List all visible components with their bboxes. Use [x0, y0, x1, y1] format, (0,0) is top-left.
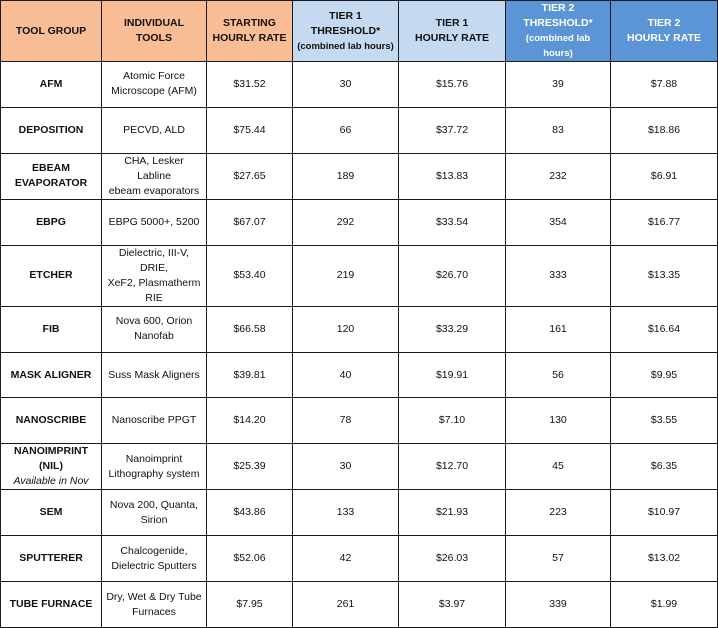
starting-rate-cell: $67.07 [207, 199, 293, 245]
tier2-threshold-cell: 339 [506, 582, 611, 628]
tier1-rate-cell: $26.70 [399, 245, 506, 306]
header-tier1-threshold-line3: (combined lab hours) [297, 40, 394, 52]
tool-group-cell [1, 582, 102, 628]
header-tier2-threshold-line3: (combined lab hours) [525, 33, 591, 59]
tier2-threshold-cell: 161 [506, 306, 611, 352]
starting-rate-cell: $66.58 [207, 306, 293, 352]
tier1-threshold-cell: 40 [293, 352, 399, 398]
tier1-threshold-cell: 66 [293, 107, 399, 153]
header-tool-group [1, 1, 102, 62]
tier2-rate-cell: $6.35 [611, 444, 718, 490]
tool-group-cell [1, 199, 102, 245]
individual-tools-line: Nanoimprint [125, 452, 183, 465]
tool-group-name: EBEAM EVAPORATOR [14, 162, 88, 190]
tier2-threshold-cell: 354 [506, 199, 611, 245]
tool-group-name: ETCHER [29, 269, 73, 282]
individual-tools-line: Furnaces [132, 605, 176, 618]
tier2-threshold-cell: 130 [506, 398, 611, 444]
tool-group-cell [1, 352, 102, 398]
table-row [1, 536, 718, 582]
individual-tools-cell [102, 62, 207, 108]
tool-group-cell [1, 306, 102, 352]
table-row [1, 306, 718, 352]
individual-tools-line: Suss Mask Aligners [108, 368, 200, 381]
tool-group-cell [1, 62, 102, 108]
table-body [1, 62, 718, 628]
individual-tools-line: Sirion [140, 513, 168, 526]
header-tier1-rate-line1: TIER 1 [435, 17, 469, 29]
individual-tools-line: Dielectric, III-V, DRIE, [118, 246, 190, 274]
table-row [1, 245, 718, 306]
table-row [1, 582, 718, 628]
header-individual-tools [102, 1, 207, 62]
tool-group-name: SPUTTERER [19, 552, 83, 565]
tool-group-name: AFM [39, 77, 63, 90]
individual-tools-line: Nova 200, Quanta, [109, 498, 199, 511]
tool-group-name: FIB [42, 322, 60, 335]
tool-group-cell [1, 398, 102, 444]
tier2-rate-cell: $6.91 [611, 153, 718, 199]
header-tier2-rate-line2: HOURLY RATE [627, 32, 701, 44]
tier1-threshold-cell: 42 [293, 536, 399, 582]
individual-tools-line: XeF2, Plasmatherm [107, 276, 201, 289]
tier1-threshold-cell: 120 [293, 306, 399, 352]
individual-tools-cell [102, 398, 207, 444]
tier1-threshold-cell: 78 [293, 398, 399, 444]
header-tier1-rate [399, 1, 506, 62]
tier2-rate-cell: $7.88 [611, 62, 718, 108]
individual-tools-cell [102, 245, 207, 306]
tool-group-name: EBPG [36, 215, 66, 228]
starting-rate-cell: $52.06 [207, 536, 293, 582]
table-row [1, 62, 718, 108]
tier1-threshold-cell: 292 [293, 199, 399, 245]
header-starting-rate-line2: HOURLY RATE [212, 32, 287, 44]
individual-tools-cell [102, 582, 207, 628]
individual-tools-line: CHA, Lesker Labline [124, 154, 184, 182]
header-tier1-rate-line2: HOURLY RATE [415, 32, 489, 44]
individual-tools-line: Nanofab [134, 330, 174, 343]
individual-tools-cell [102, 490, 207, 536]
individual-tools-line: Chalcogenide, [120, 544, 188, 557]
header-starting-rate-line1: STARTING [223, 17, 276, 29]
starting-rate-cell: $31.52 [207, 62, 293, 108]
tool-group-name: MASK ALIGNER [10, 368, 92, 381]
tier2-threshold-cell: 333 [506, 245, 611, 306]
tier1-rate-cell: $13.83 [399, 153, 506, 199]
tier1-threshold-cell: 261 [293, 582, 399, 628]
header-tier2-threshold-line1: TIER 2 [541, 2, 575, 14]
individual-tools-cell [102, 107, 207, 153]
tool-group-name: TUBE FURNACE [9, 598, 93, 611]
individual-tools-cell [102, 536, 207, 582]
starting-rate-cell: $75.44 [207, 107, 293, 153]
tier1-threshold-cell: 30 [293, 444, 399, 490]
tool-group-cell [1, 107, 102, 153]
tier2-threshold-cell: 232 [506, 153, 611, 199]
tier1-threshold-cell: 189 [293, 153, 399, 199]
tier2-rate-cell: $3.55 [611, 398, 718, 444]
tool-group-name: SEM [39, 506, 63, 519]
tier1-rate-cell: $12.70 [399, 444, 506, 490]
tool-group-cell [1, 444, 102, 490]
header-tier2-threshold [506, 1, 611, 62]
tool-group-cell [1, 536, 102, 582]
tier1-rate-cell: $3.97 [399, 582, 506, 628]
individual-tools-cell [102, 306, 207, 352]
table-header [1, 1, 718, 62]
tier1-rate-cell: $33.54 [399, 199, 506, 245]
tier1-rate-cell: $33.29 [399, 306, 506, 352]
tier2-threshold-cell: 56 [506, 352, 611, 398]
tier1-rate-cell: $15.76 [399, 62, 506, 108]
tier1-threshold-cell: 30 [293, 62, 399, 108]
starting-rate-cell: $27.65 [207, 153, 293, 199]
individual-tools-line: Atomic Force [123, 70, 185, 83]
individual-tools-cell [102, 153, 207, 199]
header-starting-rate [207, 1, 293, 62]
individual-tools-cell [102, 199, 207, 245]
tier1-threshold-cell: 133 [293, 490, 399, 536]
tool-group-cell [1, 153, 102, 199]
individual-tools-line: Dry, Wet & Dry Tube [106, 590, 202, 603]
starting-rate-cell: $43.86 [207, 490, 293, 536]
individual-tools-line: RIE [145, 291, 163, 304]
individual-tools-line: Nanoscribe PPGT [111, 414, 197, 427]
header-tier2-threshold-line2: THRESHOLD* [523, 17, 593, 29]
tier2-threshold-cell: 45 [506, 444, 611, 490]
header-tier2-rate-line1: TIER 2 [647, 17, 681, 29]
tool-group-name: DEPOSITION [18, 123, 84, 136]
table-row [1, 107, 718, 153]
tool-group-name: NANOIMPRINT (NIL) [13, 445, 89, 473]
tier2-rate-cell: $13.02 [611, 536, 718, 582]
tier2-rate-cell: $16.77 [611, 199, 718, 245]
starting-rate-cell: $7.95 [207, 582, 293, 628]
individual-tools-cell [102, 352, 207, 398]
starting-rate-cell: $25.39 [207, 444, 293, 490]
individual-tools-line: Nova 600, Orion [115, 315, 193, 328]
tier2-rate-cell: $1.99 [611, 582, 718, 628]
starting-rate-cell: $14.20 [207, 398, 293, 444]
tier1-rate-cell: $26.03 [399, 536, 506, 582]
header-tier1-threshold-line2: THRESHOLD* [310, 24, 381, 37]
tier1-rate-cell: $37.72 [399, 107, 506, 153]
tier2-threshold-cell: 223 [506, 490, 611, 536]
tier2-threshold-cell: 39 [506, 62, 611, 108]
starting-rate-cell: $39.81 [207, 352, 293, 398]
table-row [1, 352, 718, 398]
tier2-rate-cell: $10.97 [611, 490, 718, 536]
tier2-rate-cell: $13.35 [611, 245, 718, 306]
starting-rate-cell: $53.40 [207, 245, 293, 306]
tool-group-note: Available in Nov [13, 475, 89, 488]
individual-tools-line: Lithography system [108, 467, 200, 480]
individual-tools-line: Microscope (AFM) [111, 85, 197, 98]
tier2-threshold-cell: 57 [506, 536, 611, 582]
header-tier1-threshold-line1: TIER 1 [329, 9, 362, 22]
tool-group-cell [1, 245, 102, 306]
tier1-rate-cell: $19.91 [399, 352, 506, 398]
header-row [1, 1, 718, 62]
header-tool-group-label: TOOL GROUP [15, 24, 87, 37]
tier1-rate-cell: $7.10 [399, 398, 506, 444]
table-row [1, 444, 718, 490]
individual-tools-line: EBPG 5000+, 5200 [108, 215, 200, 228]
header-tier1-threshold [293, 1, 399, 62]
table-row [1, 199, 718, 245]
tier1-threshold-cell: 219 [293, 245, 399, 306]
tool-group-cell [1, 490, 102, 536]
individual-tools-line: PECVD, ALD [123, 123, 185, 136]
header-tier2-rate [611, 1, 718, 62]
tier2-threshold-cell: 83 [506, 107, 611, 153]
tool-group-name: NANOSCRIBE [15, 414, 87, 427]
header-individual-tools-label: INDIVIDUAL TOOLS [123, 17, 185, 44]
table-row [1, 490, 718, 536]
tier2-rate-cell: $9.95 [611, 352, 718, 398]
tier1-rate-cell: $21.93 [399, 490, 506, 536]
individual-tools-line: ebeam evaporators [108, 184, 200, 197]
table-row [1, 153, 718, 199]
individual-tools-cell [102, 444, 207, 490]
tier2-rate-cell: $18.86 [611, 107, 718, 153]
table-row [1, 398, 718, 444]
tier2-rate-cell: $16.64 [611, 306, 718, 352]
individual-tools-line: Dielectric Sputters [111, 559, 197, 572]
